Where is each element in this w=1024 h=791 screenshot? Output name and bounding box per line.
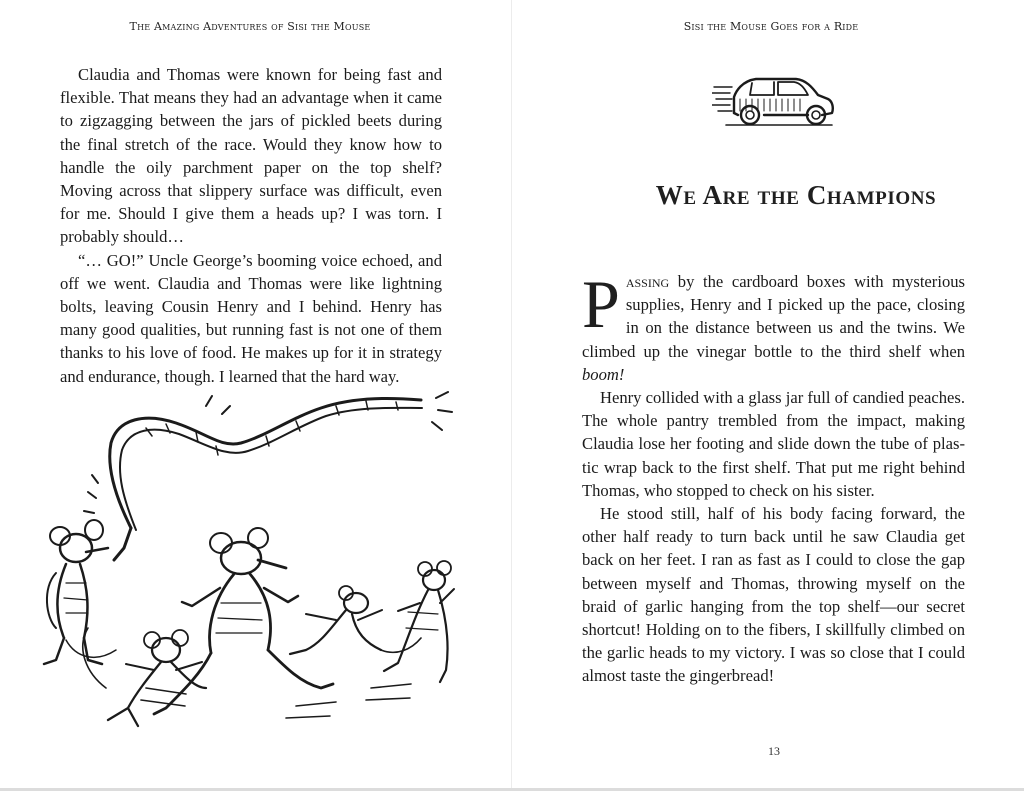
car-icon: [712, 73, 838, 129]
right-body-text: [582, 266, 965, 688]
right-paragraph-3: He stood still, half of his body facing forward, the other half ready to turn back until he saw Claudia get back on her feet. I ran as fast as I could to close the gap between myself and Thomas, throwing myself on the braid of garlic hanging from the top shelf—our secret shortcut! Holding on to the fibers, I skillfully climbed on the garlic heads to my victory. I was so close that I could almost taste the gingerbread!: [582, 504, 965, 686]
drop-cap: P: [582, 266, 620, 342]
right-page: [512, 0, 1024, 791]
opening-small-caps: assing: [625, 272, 670, 291]
left-paragraph-2: “… GO!” Uncle George’s booming voice echoed, and off we went. Claudia and Thomas were like lightning bolts, leaving Cousin Henry and I behind. Henry has many good qualities, but running fast is not one of them thanks to his love of food. He makes up for it in strategy and endurance, though. I learned that the hard way.: [60, 250, 442, 386]
racing-mice-icon: [36, 388, 456, 758]
chapter-title: We Are the Champions: [655, 180, 937, 210]
page-number: 13: [768, 744, 780, 758]
left-body-text: [60, 63, 442, 388]
opening-italic: boom!: [582, 364, 625, 384]
left-running-head: The Amazing Adventures of Sisi the Mouse: [129, 20, 371, 33]
opening-text: by the cardboard boxes with mysterious supplies, Henry and I picked up the pace, closing in on the distance between us and the twins. We climbed up the vinegar bottle to the third shelf when: [582, 272, 965, 361]
right-running-head: Sisi the Mouse Goes for a Ride: [683, 20, 859, 33]
right-paragraph-2: Henry collided with a glass jar full of candied peaches. The whole pantry trembled from the impact, making Claudia lose her footing and slide down the tube of plastic wrap back to the first shelf. That put me right behind Thomas, who stopped to check on his sister.: [582, 388, 965, 500]
right-paragraph-1: [582, 266, 965, 386]
left-paragraph-1: Claudia and Thomas were known for being fast and flexible. That means they had an advantage when it came to zigzagging between the jars of pickled beets during the final stretch of the race. Would they know how to handle the oily parchment paper on the top shelf? Moving across that slippery surface was difficult, even for me. Should I give them a heads up? I was torn. I probably should…: [60, 65, 442, 247]
